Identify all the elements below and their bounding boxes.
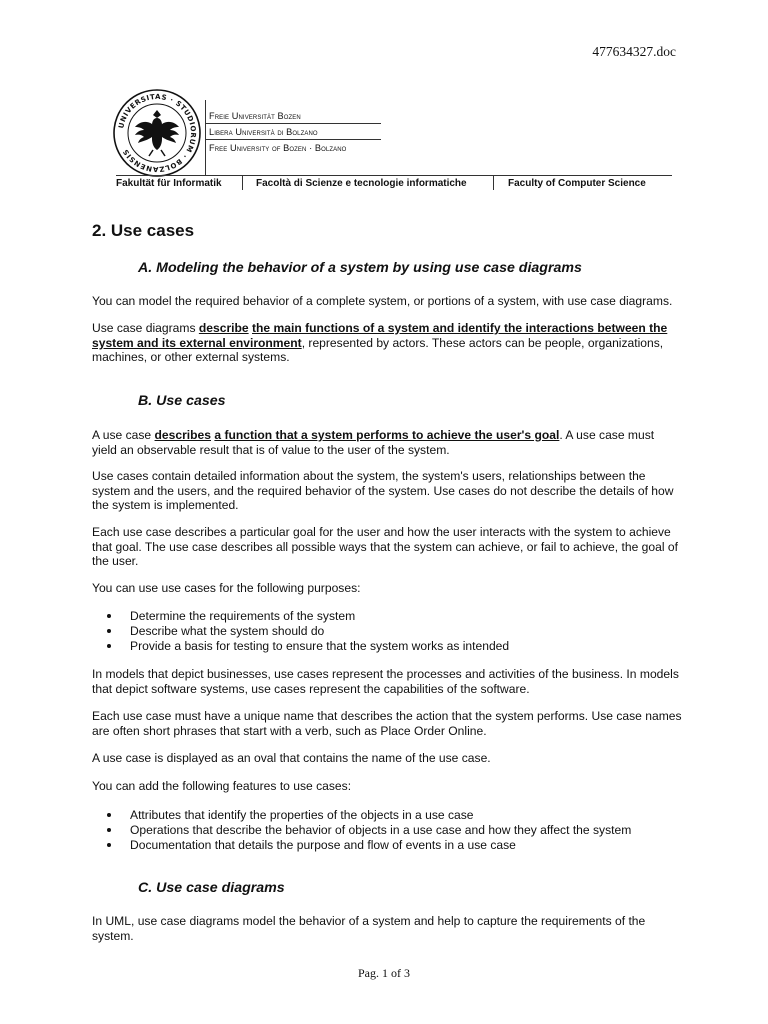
list-item: Operations that describe the behavior of objects in a use case and how they affect the system <box>92 823 682 838</box>
subsection-b-title: B. Use cases <box>138 393 226 409</box>
list-item: Documentation that details the purpose and flow of events in a use case <box>92 838 682 853</box>
svg-text:UNIVERSITAS · STUDIORUM · BOLZ: UNIVERSITAS · STUDIORUM · BOLZANENSIS <box>117 92 198 174</box>
emphasis-text: a function that a system performs to achieve the user's goal <box>214 428 560 442</box>
paragraph: In UML, use case diagrams model the behavior of a system and help to capture the requirements of the system. <box>92 914 646 943</box>
list-item: Determine the requirements of the system <box>92 609 682 624</box>
text-run: , represented by actors. These actors can be people, organizations, machines, or other external systems. <box>92 335 664 365</box>
paragraph: You can use use cases for the following purposes: <box>92 581 361 595</box>
emphasis-text: describes <box>154 428 212 442</box>
faculty-it: Facoltà di Scienze e tecnologie informatiche <box>256 178 467 189</box>
faculty-separator <box>242 176 243 190</box>
text-run: A use case <box>92 428 155 442</box>
emphasis-text: the main functions of a system and identify the interactions between the system and its external environment <box>92 321 668 350</box>
purposes-list <box>92 609 682 654</box>
faculty-en: Faculty of Computer Science <box>508 178 646 189</box>
list-item: Provide a basis for testing to ensure that the system works as intended <box>92 639 682 654</box>
university-seal-logo <box>112 88 202 178</box>
section-title: 2. Use cases <box>92 221 195 240</box>
page-number: Pag. 1 of 3 <box>358 966 410 980</box>
university-name-block <box>205 108 381 156</box>
paragraph: Each use case describes a particular goal for the user and how the user interacts with the system to achieve that goal. The use case describes all possible ways that the system can achieve, or fail to achieve, the goal of the user. <box>92 525 678 569</box>
university-name-de: Freie Universität Bozen <box>205 108 381 124</box>
text-run: . A use case must yield an observable result that is of value to the user of the system. <box>92 428 655 457</box>
text-run: Use case diagrams <box>92 321 199 335</box>
faculty-bar <box>116 175 672 193</box>
paragraph: A use case is displayed as an oval that contains the name of the use case. <box>92 751 491 765</box>
document-filename: 477634327.doc <box>592 44 676 59</box>
subsection-c-title: C. Use case diagrams <box>138 880 285 896</box>
list-item: Attributes that identify the properties of the objects in a use case <box>92 808 682 823</box>
subsection-a-title: A. Modeling the behavior of a system by using use case diagrams <box>138 260 582 276</box>
list-item: Describe what the system should do <box>92 624 682 639</box>
emphasis-text: describe <box>198 321 249 335</box>
faculty-separator <box>493 176 494 190</box>
university-name-it: Libera Università di Bolzano <box>205 124 381 140</box>
paragraph: In models that depict businesses, use cases represent the processes and activities of the business. In models that depict software systems, use cases represent the capabilities of the software. <box>92 667 679 696</box>
paragraph: You can add the following features to use cases: <box>92 779 352 793</box>
features-list <box>92 808 682 853</box>
paragraph: Use cases contain detailed information about the system, the system's users, relationships between the system and the users, and the required behavior of the system. Use cases do not describe the details of how the system is implemented. <box>92 469 674 513</box>
paragraph <box>92 321 682 365</box>
faculty-de: Fakultät für Informatik <box>116 178 222 189</box>
paragraph: You can model the required behavior of a complete system, or portions of a system, with use case diagrams. <box>92 294 673 308</box>
paragraph <box>92 428 682 457</box>
paragraph: Each use case must have a unique name that describes the action that the system performs. Use case names are often short phrases that start with a verb, such as Place Order Online. <box>92 709 682 738</box>
university-name-en: Free University of Bozen · Bolzano <box>209 143 347 153</box>
